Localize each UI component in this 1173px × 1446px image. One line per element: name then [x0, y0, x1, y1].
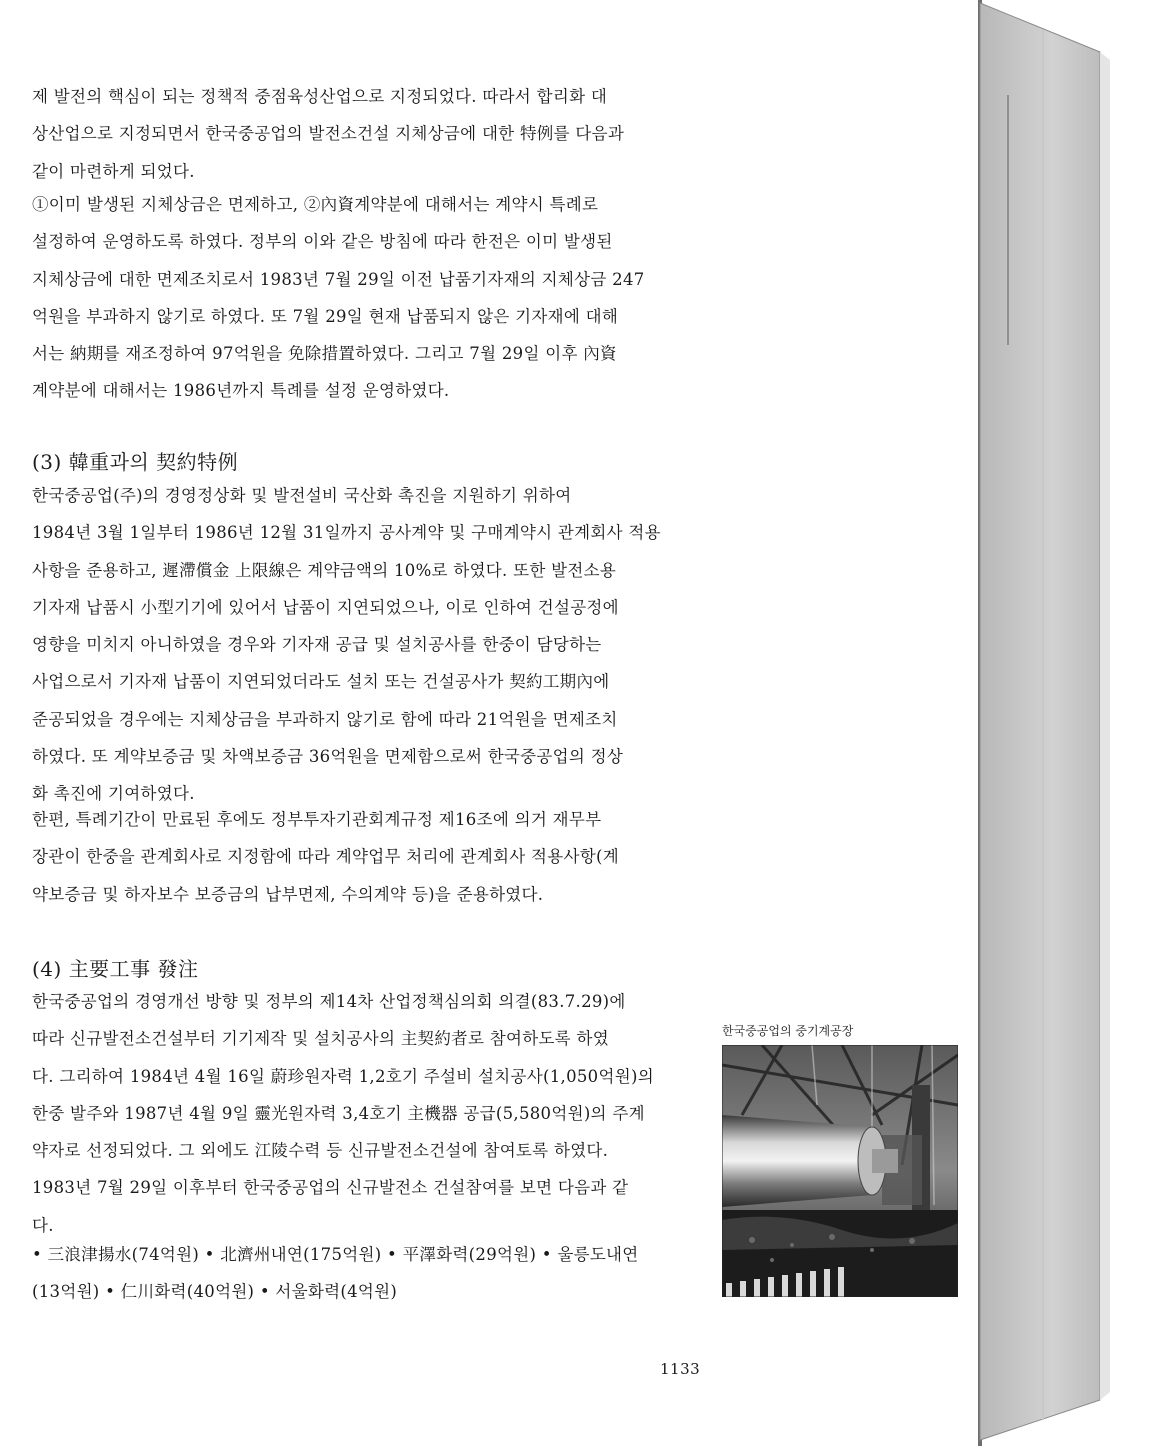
text-line: 지체상금에 대한 면제조치로서 1983년 7월 29일 이전 납품기자재의 지체상금 247 [32, 269, 645, 289]
photo-caption: 한국중공업의 중기계공장 [722, 1024, 854, 1038]
text-line: 사업으로서 기자재 납품이 지연되었더라도 설치 또는 건설공사가 契約工期內에 [32, 672, 610, 692]
text-line: ①이미 발생된 지체상금은 면제하고, ②內資계약분에 대해서는 계약시 특례로 [32, 195, 599, 214]
section-heading-4: (4) 主要工事 發注 [32, 957, 199, 981]
text-line: 사항을 준용하고, 遲滯償金 上限線은 계약금액의 10%로 하였다. 또한 발전소용 [32, 560, 617, 580]
text-line: 다. 그리하여 1984년 4월 16일 蔚珍원자력 1,2호기 주설비 설치공사(1,050억원)의 [32, 1066, 654, 1086]
list-item: • 三浪津揚水(74억원) • 北濟州내연(175억원) • 平澤화력(29억원) • 울릉도내연 [32, 1245, 639, 1264]
text-line: 기자재 납품시 小型기기에 있어서 납품이 지연되었으나, 이로 인하여 건설공정에 [32, 597, 619, 617]
section-heading-3: (3) 韓重과의 契約特例 [32, 450, 239, 474]
text-line: 약자로 선정되었다. 그 외에도 江陵수력 등 신규발전소건설에 참여토록 하였다. [32, 1141, 609, 1161]
text-line: 장관이 한중을 관계회사로 지정함에 따라 계약업무 처리에 관계회사 적용사항(계 [32, 847, 619, 867]
text-line: 한중 발주와 1987년 4월 9일 靈光원자력 3,4호기 主機器 공급(5,580억원)의 주계 [32, 1103, 645, 1123]
text-line: 하였다. 또 계약보증금 및 차액보증금 36억원을 면제함으로써 한국중공업의 정상 [32, 747, 624, 767]
text-line: 화 촉진에 기여하였다. [32, 784, 195, 804]
text-line: 한국중공업(주)의 경영정상화 및 발전설비 국산화 촉진을 지원하기 위하여 [32, 486, 572, 505]
text-line: 따라 신규발전소건설부터 기기제작 및 설치공사의 主契約者로 참여하도록 하였 [32, 1029, 609, 1049]
text-line: 한편, 특례기간이 만료된 후에도 정부투자기관회계규정 제16조에 의거 재무부 [32, 810, 602, 829]
text-line: 제 발전의 핵심이 되는 정책적 중점육성산업으로 지정되었다. 따라서 합리화 대 [32, 87, 608, 106]
text-line: 준공되었을 경우에는 지체상금을 부과하지 않기로 함에 따라 21억원을 면제조치 [32, 709, 618, 729]
text-line: 억원을 부과하지 않기로 하였다. 또 7월 29일 현재 납품되지 않은 기자재에 대해 [32, 306, 619, 326]
text-line: 설정하여 운영하도록 하였다. 정부의 이와 같은 방침에 따라 한전은 이미 발생된 [32, 232, 613, 252]
text-line: 1984년 3월 1일부터 1986년 12월 31일까지 공사계약 및 구매계약시 관계회사 적용 [32, 523, 661, 543]
text-line: 서는 納期를 재조정하여 97억원을 免除措置하였다. 그리고 7월 29일 이후 內資 [32, 344, 617, 364]
text-line: 같이 마련하게 되었다. [32, 161, 195, 181]
text-line: 한국중공업의 경영개선 방향 및 정부의 제14차 산업정책심의회 의결(83.7.29)에 [32, 992, 626, 1011]
list-item: (13억원) • 仁川화력(40억원) • 서울화력(4억원) [32, 1282, 398, 1302]
text-line: 영향을 미치지 아니하였을 경우와 기자재 공급 및 설치공사를 한중이 담당하는 [32, 635, 602, 655]
text-line: 약보증금 및 하자보수 보증금의 납부면제, 수의계약 등)을 준용하였다. [32, 884, 544, 904]
text-line: 다. [32, 1215, 54, 1235]
text-line: 1983년 7월 29일 이후부터 한국중공업의 신규발전소 건설참여를 보면 다음과 같 [32, 1178, 629, 1198]
text-line: 계약분에 대해서는 1986년까지 특례를 설정 운영하였다. [32, 381, 450, 401]
page-number: 1133 [660, 1360, 701, 1378]
text-line: 상산업으로 지정되면서 한국중공업의 발전소건설 지체상금에 대한 特例를 다음과 [32, 124, 625, 144]
